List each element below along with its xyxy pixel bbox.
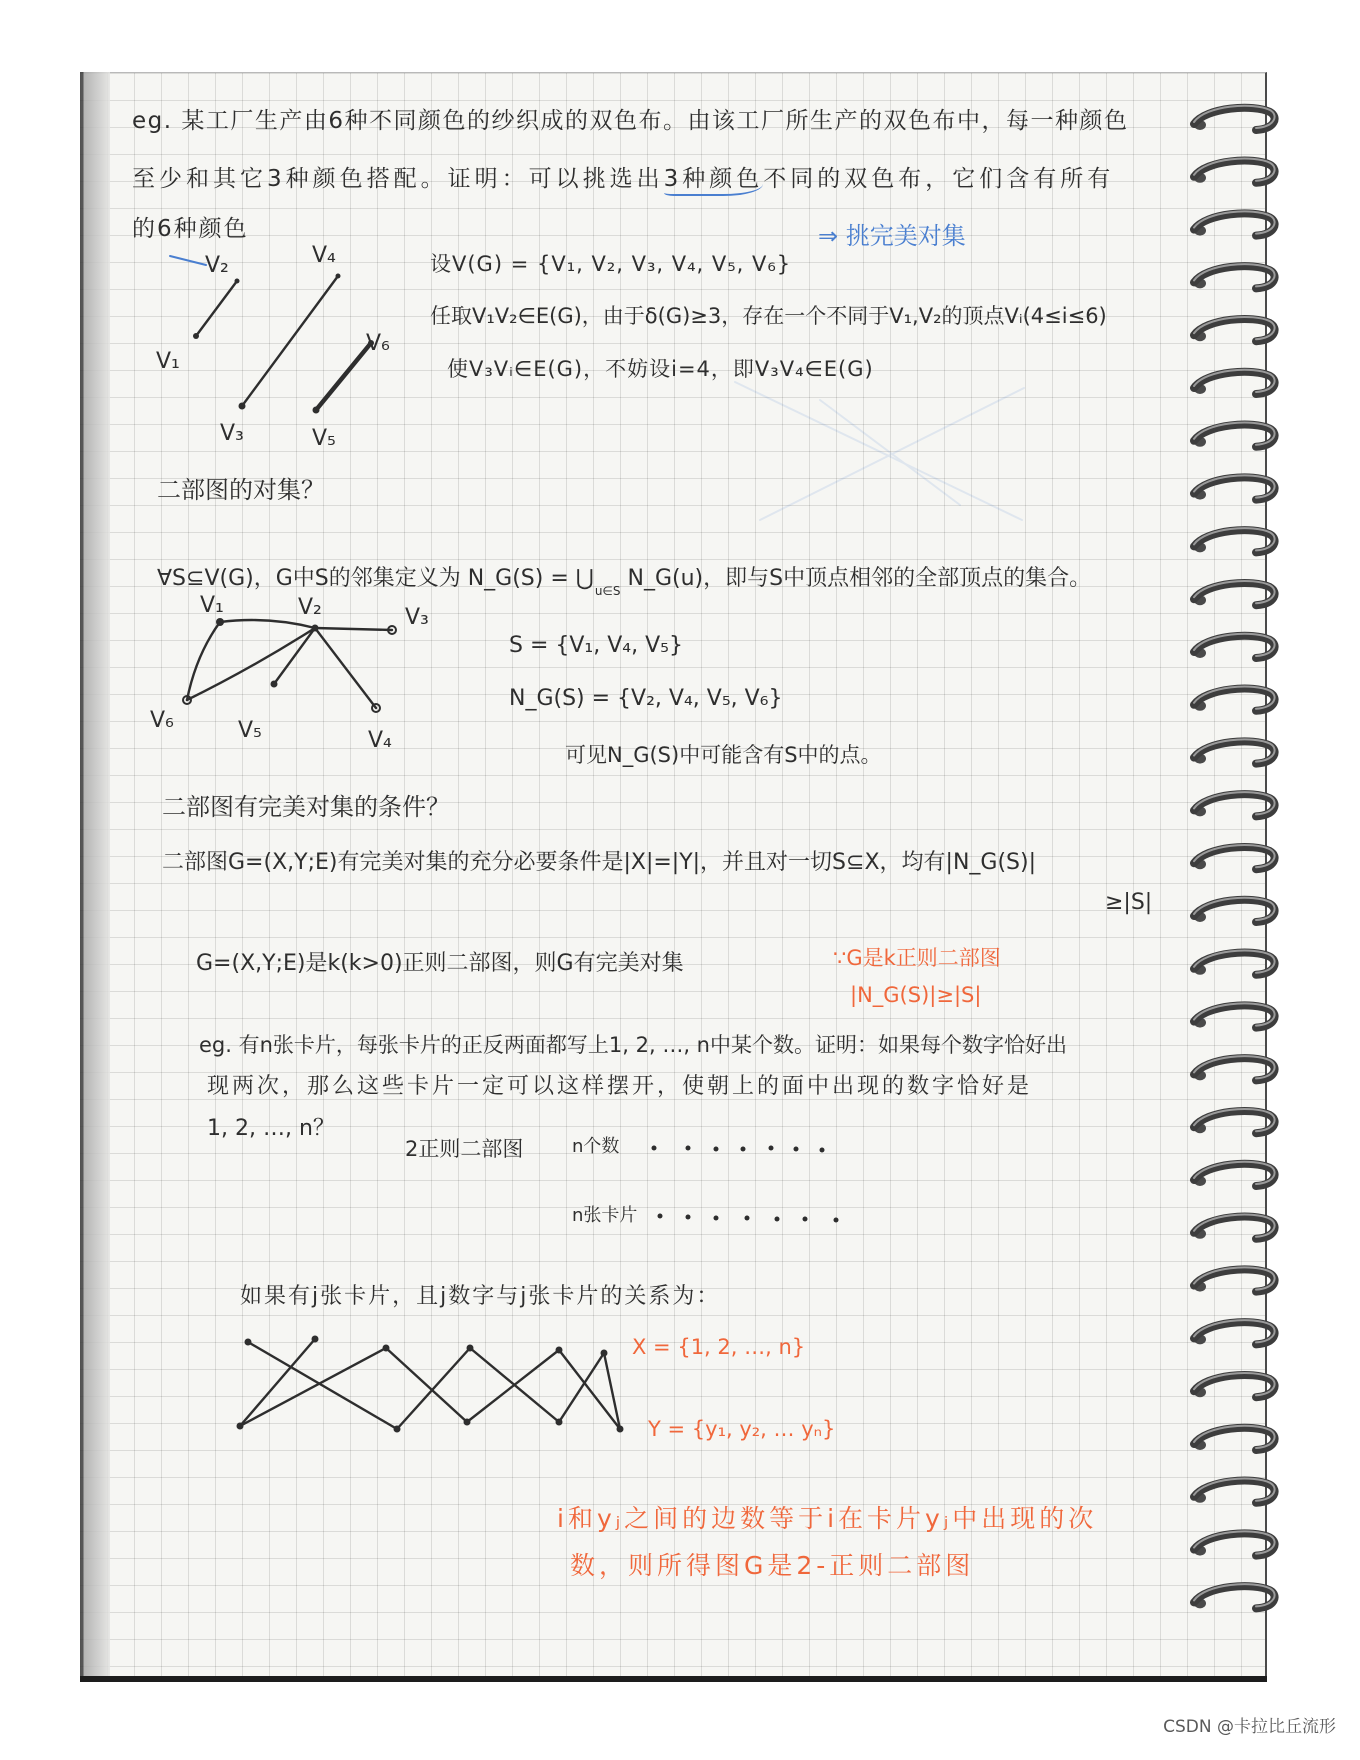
graph-1 (156, 243, 390, 451)
card-vertex (714, 1216, 719, 1221)
spiral-binding (1194, 106, 1275, 1609)
neighbor-set-definition (157, 565, 1091, 605)
graph3-vertex-bottom (237, 1423, 244, 1430)
orange-set-y: Y = {y₁, y₂, … yₙ} (648, 1417, 836, 1441)
graph3-vertex-top (245, 1339, 252, 1346)
orange-note-hall: |N_G(S)|≥|S| (850, 983, 982, 1007)
card-vertex (834, 1218, 839, 1223)
card-vertex (803, 1217, 808, 1222)
row-label-numbers: n个数 (572, 1136, 620, 1157)
graph2-vertex-v1 (216, 618, 224, 626)
number-vertex (741, 1147, 746, 1152)
graph2-vertex-v5 (271, 681, 278, 688)
blue-annotation-perfect-matching: ⇒ 挑完美对集 (818, 222, 966, 250)
graph1-vertex-v5 (313, 407, 320, 414)
graph1-edge-v6-v5 (316, 343, 371, 410)
graph2-label-v4: V₄ (368, 728, 392, 753)
graph1-label-v5: V₅ (312, 426, 336, 451)
graph3-edge (240, 1339, 315, 1426)
hall-condition-end: ≥|S| (1105, 890, 1153, 915)
example-set-s: S = {V₁, V₄, V₅} (509, 633, 683, 658)
graph1-vertex-v3 (239, 403, 246, 410)
graph-type-label: 2正则二部图 (405, 1137, 524, 1161)
heading-perfect-matching-condition: 二部图有完美对集的条件？ (162, 793, 450, 821)
number-vertex (820, 1148, 825, 1153)
graph1-edge-v1-v2 (196, 281, 237, 336)
union-sign: ⋃ (575, 566, 594, 591)
problem-line-3: 的6种颜色 (132, 216, 249, 242)
number-row-dots (652, 1146, 825, 1153)
problem-line-2-start: 至少和其它3种颜色搭配。证明：可以挑选出 (132, 166, 664, 192)
graph2-edge-v2-v5 (274, 628, 315, 684)
graph3-vertex-bottom (464, 1419, 471, 1426)
card-problem-line-1: eg. 有n张卡片，每张卡片的正反两面都写上1, 2, …, n中某个数。证明：如果每个数字恰好出 (199, 1033, 1067, 1057)
graph3-edge (240, 1348, 386, 1426)
graph-3 (237, 1336, 624, 1433)
number-vertex (769, 1146, 774, 1151)
hall-condition: 二部图G=(X,Y;E)有完美对集的充分必要条件是|X|=|Y|，并且对一切S⊆X，均有|N_G(S)| (162, 850, 1036, 875)
number-vertex (686, 1146, 691, 1151)
card-vertex (658, 1214, 663, 1219)
show-through-stroke (735, 382, 1022, 520)
graph2-label-v6: V₆ (150, 708, 174, 733)
graph1-edge-v4-v3 (242, 276, 338, 406)
example-neighbor-set: N_G(S) = {V₂, V₄, V₅, V₆} (509, 686, 783, 711)
graph2-edge-v6-v2 (187, 628, 315, 700)
graph3-edge (386, 1348, 467, 1422)
graph1-vertex-v4 (336, 274, 341, 279)
graph2-label-v2: V₂ (298, 595, 322, 620)
csdn-watermark: CSDN @卡拉比丘流形 (1163, 1717, 1336, 1737)
proof-line-1: 设V(G) = {V₁, V₂, V₃, V₄, V₅, V₆} (430, 252, 792, 276)
card-relation-line: 如果有j张卡片，且j数字与j张卡片的关系为： (240, 1284, 721, 1309)
graph2-label-v1: V₁ (200, 593, 224, 618)
problem-line-2-end: 不同的双色布，它们含有所有 (763, 166, 1115, 192)
graph3-vertex-top (556, 1347, 563, 1354)
graph-2 (150, 593, 429, 753)
card-vertex (686, 1215, 691, 1220)
show-through-marks (735, 382, 1024, 520)
graph3-vertex-top (312, 1336, 319, 1343)
orange-conclusion-line-2: 数，则所得图G是2-正则二部图 (570, 1551, 975, 1580)
graph1-label-v4: V₄ (312, 243, 336, 268)
card-problem-line-3: 1, 2, …, n？ (207, 1116, 335, 1141)
graph1-blue-stroke (170, 256, 206, 265)
problem-line-1: eg. 某工厂生产由6种不同颜色的纱织成的双色布。由该工厂所生产的双色布中，每一种颜色 (132, 108, 1129, 134)
graph1-label-v2: V₂ (205, 253, 229, 278)
neighbor-remark: 可见N_G(S)中可能含有S中的点。 (565, 743, 882, 767)
graph1-vertex-v1 (193, 333, 199, 339)
number-vertex (794, 1147, 799, 1152)
heading-bipartite-matching: 二部图的对集？ (157, 476, 325, 504)
graph3-vertex-bottom (617, 1426, 624, 1433)
graph2-edge-v2-v4 (315, 628, 376, 708)
graph2-label-v5: V₅ (238, 718, 262, 743)
union-subscript: u∈S (594, 584, 621, 598)
show-through-stroke (820, 400, 960, 505)
number-vertex (714, 1147, 719, 1152)
neighbor-def-start: ∀S⊆V(G)，G中S的邻集定义为 N_G(S) = (157, 566, 576, 591)
graph3-vertex-top (467, 1345, 474, 1352)
graph2-edge-v1-v2 (220, 620, 315, 628)
graph1-label-v1: V₁ (156, 349, 180, 374)
graph1-label-v6: V₆ (366, 331, 390, 356)
graph2-edge-v2-v3 (315, 628, 392, 630)
graph3-vertex-top (601, 1350, 608, 1357)
proof-line-3: 使V₃Vᵢ∈E(G)，不妨设i=4，即V₃V₄∈E(G) (447, 357, 874, 381)
graph2-vertex-v2 (312, 625, 319, 632)
graph3-edge (559, 1353, 604, 1422)
card-vertex (745, 1216, 750, 1221)
union-symbol (576, 565, 621, 605)
orange-note-regular: ∵G是k正则二部图 (833, 946, 1001, 970)
graph3-vertex-top (383, 1345, 390, 1352)
graph2-label-v3: V₃ (405, 605, 429, 630)
graph2-edge-v1-v6 (187, 622, 220, 700)
graph1-label-v3: V₃ (220, 421, 244, 446)
graph3-edge (397, 1348, 470, 1429)
orange-conclusion-line-1: i和yⱼ之间的边数等于i在卡片yⱼ中出现的次 (557, 1504, 1098, 1533)
card-vertex (775, 1217, 780, 1222)
card-row-dots (658, 1214, 839, 1223)
number-vertex (652, 1146, 657, 1151)
card-problem-line-2: 现两次，那么这些卡片一定可以这样摆开，使朝上的面中出现的数字恰好是 (207, 1074, 1033, 1099)
orange-set-x: X = {1, 2, …, n} (632, 1335, 806, 1359)
graph1-vertex-v2 (235, 279, 240, 284)
problem-line-2-underlined-phrase: 3种颜色 (664, 166, 764, 196)
problem-line-2 (132, 165, 1114, 193)
graph3-vertex-bottom (556, 1419, 563, 1426)
graph3-vertex-bottom (394, 1426, 401, 1433)
neighbor-def-end: N_G(u)，即与S中顶点相邻的全部顶点的集合。 (620, 566, 1092, 591)
graph3-edge-hidden (248, 1339, 315, 1342)
proof-line-2: 任取V₁V₂∈E(G)，由于δ(G)≥3，存在一个不同于V₁,V₂的顶点Vᵢ(4≤i≤6) (430, 304, 1107, 328)
regular-bipartite-corollary: G=(X,Y;E)是k(k>0)正则二部图，则G有完美对集 (196, 951, 684, 976)
row-label-cards: n张卡片 (572, 1205, 638, 1226)
